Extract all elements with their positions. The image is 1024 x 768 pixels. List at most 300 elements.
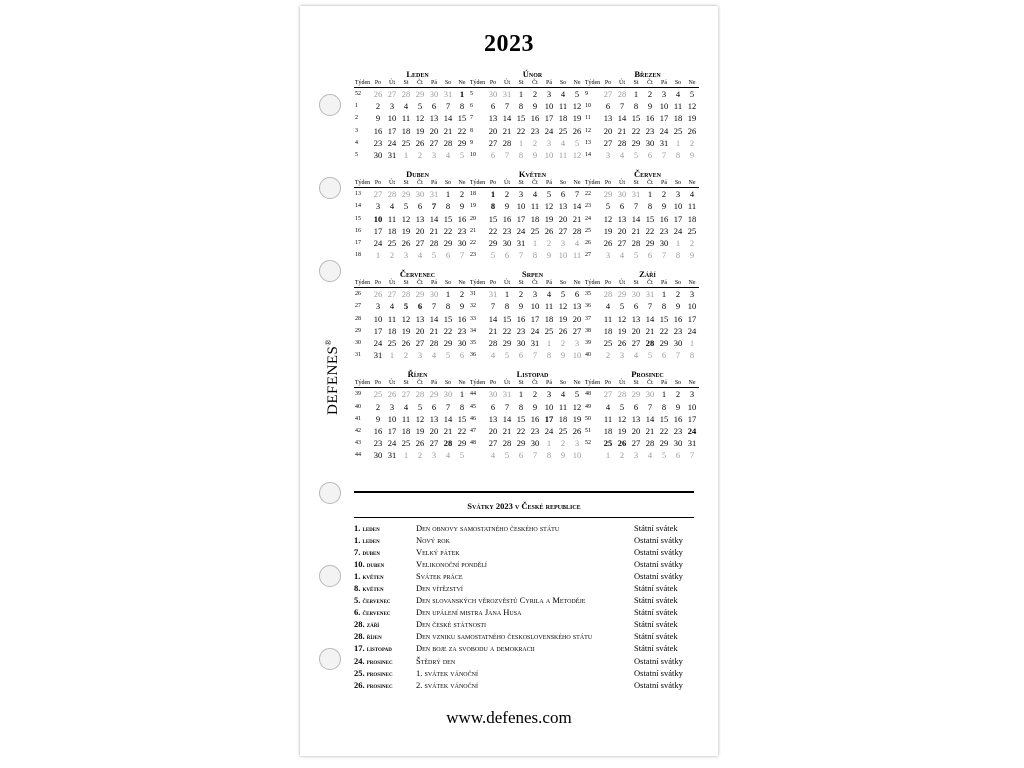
- week-row: [469, 225, 584, 237]
- week-row: [584, 437, 699, 449]
- week-number: 51: [585, 427, 591, 434]
- day-cell: 28: [488, 338, 498, 348]
- day-cell: 5: [546, 189, 552, 200]
- day-cell: 21: [488, 325, 498, 336]
- holiday-row: [354, 534, 694, 546]
- week-row: [354, 225, 469, 237]
- week-row: [469, 188, 584, 200]
- week-row: [584, 337, 699, 349]
- day-cell: 2: [459, 289, 465, 300]
- weekday-label: Čt: [647, 80, 653, 86]
- day-cell: 7: [490, 301, 496, 312]
- weekday-header: [584, 179, 699, 188]
- week-number: 1: [355, 103, 358, 110]
- day-cell: 22: [516, 425, 526, 436]
- weekday-label: Ne: [573, 180, 581, 187]
- day-cell: 18: [544, 313, 554, 324]
- week-row: [469, 313, 584, 325]
- day-cell: 19: [572, 413, 582, 424]
- day-cell: 7: [647, 401, 653, 412]
- week-row: [354, 137, 469, 149]
- holiday-month: květen: [362, 574, 384, 582]
- weekday-label: St: [518, 380, 524, 387]
- day-cell: 2: [532, 89, 538, 99]
- day-cell: 9: [560, 350, 566, 361]
- day-cell: 17: [659, 113, 669, 124]
- weekday-label: Po: [489, 280, 497, 287]
- week-row: [469, 137, 584, 149]
- day-cell: 12: [415, 413, 425, 424]
- week-number: 20: [470, 215, 476, 222]
- day-cell: 8: [532, 250, 538, 261]
- day-cell: 16: [659, 213, 669, 224]
- day-cell: 31: [429, 189, 439, 200]
- week-row: [354, 237, 469, 249]
- day-cell: 5: [504, 450, 510, 461]
- holiday-name: Den české státnosti: [416, 619, 487, 630]
- day-cell: 16: [373, 425, 383, 436]
- day-cell: 12: [415, 113, 425, 124]
- day-cell: 13: [488, 113, 498, 124]
- day-cell: 29: [502, 338, 512, 348]
- day-cell: 17: [544, 413, 554, 424]
- day-cell: 9: [518, 301, 524, 312]
- month-name: Únor: [522, 69, 543, 79]
- day-cell: 6: [490, 101, 496, 112]
- day-cell: 8: [490, 201, 496, 212]
- week-row: [584, 300, 699, 312]
- day-cell: 2: [675, 289, 681, 300]
- day-cell: 4: [619, 149, 625, 160]
- week-row: [584, 100, 699, 112]
- holiday-name: 2. svátek vánoční: [416, 679, 478, 690]
- weekday-header: [469, 79, 584, 88]
- holiday-type: Státní svátek: [634, 607, 678, 618]
- day-cell: 19: [401, 225, 411, 236]
- day-cell: 30: [443, 389, 453, 400]
- day-cell: 23: [530, 425, 540, 436]
- day-cell: 21: [645, 325, 655, 336]
- week-number: [584, 449, 601, 461]
- weekday-label: Týden: [469, 180, 486, 187]
- day-cell: 27: [488, 438, 498, 449]
- day-cell: 7: [661, 250, 667, 261]
- holiday-row: [354, 679, 694, 691]
- day-cell: 29: [401, 189, 411, 200]
- day-cell: 8: [546, 350, 552, 361]
- day-cell: 26: [603, 237, 613, 248]
- week-number: 5: [355, 151, 358, 158]
- day-cell: 4: [403, 401, 409, 412]
- day-cell: 9: [689, 250, 695, 261]
- day-cell: 6: [647, 250, 653, 261]
- holiday-day: 8.: [354, 583, 361, 594]
- week-row: [584, 237, 699, 249]
- day-cell: 13: [572, 301, 582, 312]
- week-row: [584, 288, 699, 300]
- day-cell: 4: [490, 350, 496, 361]
- day-cell: 30: [415, 189, 425, 200]
- day-cell: 27: [429, 137, 439, 148]
- week-number: 26: [585, 239, 591, 246]
- week-row: [354, 325, 469, 337]
- month-name: Březen: [634, 69, 661, 79]
- weekday-label: Út: [619, 280, 625, 287]
- week-number: 21: [470, 227, 476, 234]
- day-cell: 5: [403, 201, 409, 212]
- day-cell: 31: [645, 289, 655, 300]
- day-cell: 4: [605, 301, 611, 312]
- weekday-label: Pá: [661, 80, 667, 86]
- week-row: [469, 112, 584, 124]
- day-cell: 2: [560, 438, 566, 449]
- week-row: [354, 401, 469, 413]
- day-cell: 18: [401, 125, 411, 136]
- day-cell: 13: [415, 213, 425, 224]
- day-cell: 8: [689, 350, 695, 361]
- month-calendar: [354, 69, 469, 161]
- day-cell: 24: [373, 338, 383, 348]
- weekday-label: Po: [604, 280, 612, 287]
- day-cell: 20: [429, 425, 439, 436]
- weekday-label: Týden: [469, 380, 486, 387]
- holiday-day: 1.: [354, 523, 361, 533]
- month-name: Listopad: [516, 369, 549, 380]
- holiday-name: Svátek práce: [416, 571, 463, 582]
- day-cell: 19: [401, 325, 411, 336]
- weekday-header: [354, 179, 469, 188]
- day-cell: 22: [659, 325, 669, 336]
- day-cell: 9: [459, 201, 465, 212]
- holiday-month: leden: [362, 538, 380, 546]
- day-cell: 18: [387, 325, 397, 336]
- day-cell: 12: [401, 313, 411, 324]
- day-cell: 3: [689, 289, 695, 300]
- holiday-type: Státní svátek: [634, 643, 678, 654]
- holiday-day: 17.: [354, 643, 365, 654]
- day-cell: 4: [605, 401, 611, 412]
- weekday-label: Pá: [431, 380, 437, 387]
- weekday-label: Po: [489, 180, 497, 187]
- day-cell: 27: [603, 137, 613, 148]
- day-cell: 15: [502, 313, 512, 324]
- weekday-label: Út: [389, 380, 395, 387]
- holiday-type: Státní svátek: [634, 619, 678, 630]
- website-url: www.defenes.com: [446, 708, 572, 727]
- week-row: [354, 437, 469, 449]
- day-cell: 5: [459, 450, 465, 461]
- week-number: 47: [470, 427, 476, 434]
- week-row: [354, 88, 469, 100]
- weekday-header: [584, 379, 699, 388]
- weekday-label: So: [674, 280, 682, 287]
- day-cell: 15: [457, 413, 467, 424]
- day-cell: 3: [675, 189, 681, 200]
- day-cell: 2: [546, 237, 552, 248]
- month-name: Červen: [634, 169, 661, 180]
- binder-hole: [319, 94, 341, 116]
- weekday-label: St: [633, 80, 639, 86]
- weekday-label: St: [518, 80, 524, 86]
- day-cell: 6: [431, 101, 437, 112]
- holiday-type: Ostatní svátky: [634, 655, 683, 666]
- month-name: Červenec: [399, 269, 436, 280]
- week-number: 45: [470, 403, 476, 410]
- day-cell: 27: [373, 189, 383, 200]
- holiday-date: [354, 679, 416, 693]
- weekday-label: Po: [374, 380, 382, 387]
- weekday-label: So: [559, 380, 567, 387]
- weekday-label: So: [444, 80, 452, 86]
- day-cell: 7: [574, 189, 580, 200]
- day-cell: 22: [659, 425, 669, 436]
- day-cell: 28: [502, 137, 512, 148]
- week-number: 31: [470, 291, 476, 298]
- day-cell: 20: [415, 325, 425, 336]
- day-cell: 28: [429, 338, 439, 348]
- day-cell: 26: [572, 425, 582, 436]
- binder-hole: [319, 260, 341, 282]
- week-number: 10: [470, 151, 476, 158]
- day-cell: 21: [443, 425, 453, 436]
- day-cell: 1: [459, 389, 465, 400]
- week-row: [584, 225, 699, 237]
- day-cell: 5: [661, 450, 667, 461]
- weekday-label: Čt: [532, 380, 538, 387]
- weekday-label: So: [444, 280, 452, 287]
- week-number: 15: [355, 215, 361, 222]
- day-cell: 20: [429, 125, 439, 136]
- week-row: [469, 401, 584, 413]
- day-cell: 11: [572, 250, 582, 261]
- day-cell: 23: [516, 325, 526, 336]
- weekday-label: Pá: [661, 280, 667, 287]
- week-number: 23: [470, 252, 476, 259]
- day-cell: 21: [429, 225, 439, 236]
- day-cell: 30: [457, 338, 467, 348]
- week-number: 36: [470, 352, 476, 359]
- month-calendar: [584, 369, 699, 461]
- day-cell: 26: [415, 438, 425, 449]
- day-cell: 26: [387, 389, 397, 400]
- day-cell: 5: [403, 301, 409, 312]
- week-number: 52: [585, 440, 591, 447]
- week-number: 44: [355, 452, 361, 459]
- week-number: 39: [585, 340, 591, 346]
- day-cell: 17: [687, 413, 697, 424]
- weekday-label: Út: [619, 380, 625, 387]
- day-cell: 29: [516, 438, 526, 449]
- day-cell: 3: [417, 350, 423, 361]
- holiday-type: Státní svátek: [634, 595, 678, 606]
- day-cell: 28: [603, 289, 613, 300]
- weekday-label: So: [444, 380, 452, 387]
- weekday-label: St: [633, 380, 639, 387]
- holiday-month: duben: [362, 550, 381, 558]
- day-cell: 17: [673, 213, 683, 224]
- day-cell: 12: [544, 201, 554, 212]
- day-cell: 14: [617, 113, 627, 124]
- holiday-name: Nový rok: [416, 535, 450, 546]
- day-cell: 22: [443, 325, 453, 336]
- day-cell: 1: [689, 338, 695, 348]
- week-number: 23: [585, 203, 591, 210]
- day-cell: 8: [661, 301, 667, 312]
- week-number: 32: [470, 303, 476, 310]
- binder-hole: [319, 648, 341, 670]
- week-number: 30: [355, 340, 361, 346]
- day-cell: 4: [389, 301, 395, 312]
- weekday-label: Ne: [458, 80, 466, 86]
- day-cell: 24: [544, 425, 554, 436]
- day-cell: 3: [375, 201, 381, 212]
- week-number: 40: [585, 352, 591, 359]
- week-row: [354, 213, 469, 225]
- week-number: 34: [470, 327, 476, 334]
- day-cell: 28: [415, 389, 425, 400]
- weekday-label: Ne: [688, 180, 696, 187]
- day-cell: 5: [647, 350, 653, 361]
- holiday-month: leden: [362, 526, 380, 533]
- day-cell: 13: [488, 413, 498, 424]
- week-row: [584, 137, 699, 149]
- weekday-label: St: [518, 180, 524, 187]
- month-name: Leden: [406, 69, 429, 79]
- day-cell: 28: [502, 438, 512, 449]
- day-cell: 29: [488, 237, 498, 248]
- day-cell: 18: [673, 113, 683, 124]
- day-cell: 11: [603, 313, 613, 324]
- weekday-label: Pá: [431, 280, 437, 287]
- weekday-label: Týden: [354, 180, 371, 187]
- week-number: 11: [585, 115, 591, 122]
- week-number: 3: [355, 127, 358, 134]
- week-row: [584, 88, 699, 100]
- day-cell: 10: [687, 401, 697, 412]
- day-cell: 31: [687, 438, 697, 449]
- day-cell: 19: [617, 325, 627, 336]
- holiday-row: [354, 606, 694, 618]
- week-number: 10: [585, 103, 591, 110]
- day-cell: 20: [488, 425, 498, 436]
- day-cell: 3: [574, 338, 580, 348]
- day-cell: 6: [445, 250, 451, 261]
- day-cell: 13: [429, 113, 439, 124]
- day-cell: 8: [546, 450, 552, 461]
- day-cell: 30: [673, 338, 683, 348]
- week-row: [469, 149, 584, 161]
- day-cell: 12: [558, 301, 568, 312]
- day-cell: 3: [633, 450, 639, 461]
- day-cell: 28: [572, 225, 582, 236]
- day-cell: 9: [375, 413, 381, 424]
- weekday-label: Pá: [431, 80, 437, 86]
- holiday-name: Den upálení mistra Jana Husa: [416, 607, 522, 618]
- day-cell: 27: [429, 438, 439, 449]
- day-cell: 31: [659, 137, 669, 148]
- day-cell: 23: [457, 225, 467, 236]
- week-row: [469, 288, 584, 300]
- holiday-month: prosinec: [366, 682, 393, 690]
- day-cell: 3: [661, 89, 667, 99]
- week-number: 4: [355, 139, 358, 146]
- week-row: [469, 88, 584, 100]
- day-cell: 1: [546, 438, 552, 449]
- week-number: 35: [585, 291, 591, 298]
- weekday-header: [584, 279, 699, 288]
- day-cell: 30: [488, 89, 498, 99]
- day-cell: 7: [431, 201, 437, 212]
- weekday-header: [354, 79, 469, 88]
- weekday-label: Út: [619, 180, 625, 187]
- day-cell: 1: [389, 350, 395, 361]
- holiday-type: Státní svátek: [634, 523, 678, 533]
- day-cell: 2: [504, 189, 510, 200]
- day-cell: 18: [603, 325, 613, 336]
- day-cell: 22: [516, 125, 526, 136]
- day-cell: 23: [673, 425, 683, 436]
- weekday-label: Čt: [417, 80, 423, 86]
- day-cell: 11: [401, 413, 411, 424]
- weekday-label: Ne: [458, 180, 466, 187]
- day-cell: 26: [401, 237, 411, 248]
- day-cell: 1: [647, 189, 653, 200]
- day-cell: 5: [459, 149, 465, 160]
- day-cell: 8: [459, 101, 465, 112]
- weekday-header: [584, 79, 699, 88]
- day-cell: 20: [631, 325, 641, 336]
- day-cell: 20: [415, 225, 425, 236]
- year-title: 2023: [484, 31, 534, 57]
- holiday-month: listopad: [366, 646, 392, 654]
- day-cell: 18: [687, 213, 697, 224]
- day-cell: 26: [617, 338, 627, 348]
- holiday-month: září: [366, 622, 380, 630]
- day-cell: 9: [459, 301, 465, 312]
- day-cell: 2: [532, 137, 538, 148]
- month-calendar: [354, 169, 469, 261]
- day-cell: 4: [675, 89, 681, 99]
- day-cell: 7: [504, 101, 510, 112]
- holiday-month: květen: [362, 586, 384, 594]
- day-cell: 9: [661, 201, 667, 212]
- week-number: 12: [585, 127, 591, 134]
- day-cell: 12: [687, 101, 697, 112]
- day-cell: 9: [532, 149, 538, 160]
- weekday-label: St: [403, 180, 409, 187]
- holiday-day: 28.: [354, 619, 365, 630]
- month-name: Září: [639, 269, 656, 280]
- week-row: [469, 325, 584, 337]
- week-row: [354, 112, 469, 124]
- day-cell: 26: [373, 89, 383, 99]
- week-row: [584, 213, 699, 225]
- weekday-label: Po: [374, 80, 382, 86]
- day-cell: 4: [389, 201, 395, 212]
- holiday-day: 25.: [354, 667, 365, 678]
- day-cell: 30: [502, 237, 512, 248]
- week-row: [584, 349, 699, 361]
- day-cell: 4: [689, 189, 695, 200]
- day-cell: 8: [445, 201, 451, 212]
- day-cell: 29: [443, 237, 453, 248]
- day-cell: 19: [603, 225, 613, 236]
- day-cell: 15: [443, 313, 453, 324]
- week-row: [584, 401, 699, 413]
- day-cell: 4: [560, 389, 566, 400]
- day-cell: 29: [659, 338, 669, 348]
- day-cell: 11: [387, 313, 397, 324]
